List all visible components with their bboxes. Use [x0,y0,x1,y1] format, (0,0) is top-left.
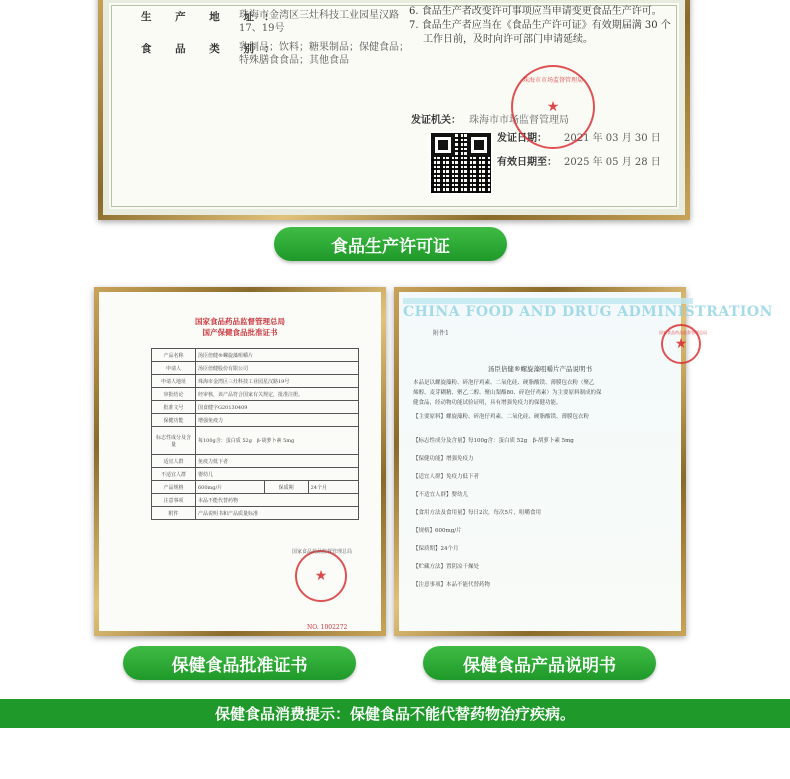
table-row [152,427,359,455]
row-value: 汤臣倍健®螺旋藻咀嚼片 [196,349,359,362]
row-value: 600mg/片 [196,481,265,494]
note-7b: 工作日前，及时向许可部门申请延续。 [423,34,593,45]
approval-label-pill: 保健食品批准证书 [123,646,356,680]
star-icon: ★ [314,568,328,584]
row-value: 增强免疫力 [196,414,359,427]
stamp-text: 国家食品药品监督管理总局 [659,330,707,335]
category-value: 乳制品；饮料；糖果制品；保健食品；特殊膳食食品；其他食品 [239,42,409,66]
star-icon: ★ [674,336,688,352]
table-row [152,362,359,375]
row-key: 申请人地址 [152,375,196,388]
watermark-banner: CHINA FOOD AND DRUG ADMINISTRATION [403,298,693,326]
row-key: 注意事项 [152,494,196,507]
note-6: 6. 食品生产者改变许可事项应当申请变更食品生产许可。 [409,6,662,17]
valid-date-label: 有效日期至： [497,157,557,168]
instruction-line: 【规格】600mg/片 [413,528,462,534]
consumer-notice-bar: 保健食品消费提示：保健食品不能代替药物治疗疾病。 [0,699,790,728]
row-key: 标志性成分及含量 [152,427,196,455]
instruction-line: 【不适宜人群】婴幼儿 [413,492,469,498]
instruction-line: 【食用方法及食用量】每日2次，每次5片，咀嚼食用 [413,510,542,516]
instruction-paper [399,292,773,631]
stamp-text: 珠海市市场监督管理局 [522,77,583,84]
row-key: 不适宜人群 [152,468,196,481]
issuer-label: 发证机关： [411,115,461,126]
row-key: 适宜人群 [152,455,196,468]
instruction-red-stamp [659,324,707,364]
row-value: 每100g含：蛋白质 52g β-胡萝卜素 5mg [196,427,359,455]
table-row [152,414,359,427]
table-row [152,401,359,414]
instruction-line: 【标志性成分及含量】每100g含：蛋白质 52g β-胡萝卜素 5mg [413,438,574,444]
issue-date-label: 发证日期： [497,133,547,144]
row-value: 婴幼儿 [196,468,359,481]
qr-code-icon [429,131,493,195]
instruction-sheet [394,287,773,636]
row-value: 产品说明书和产品质量标准 [196,507,359,520]
table-row [152,481,359,494]
approval-title-1: 国家食品药品监督管理总局 [195,317,285,326]
instruction-line: 【保健功能】增强免疫力 [413,456,474,462]
row-value: 珠海市金湾区三灶科技工业园星汉路19号 [196,375,359,388]
instruction-line: 【贮藏方法】置阴凉干燥处 [413,564,480,570]
attachment-label: 附件1 [433,330,449,337]
license-paper [103,0,685,215]
shelf-label: 保质期 [264,481,308,494]
table-row [152,455,359,468]
instruction-line: 【主要原料】螺旋藻粉、碎泡仔鸡素、二氧化硅、硬脂酸镁、薄膜包衣粉 [413,414,590,420]
address-value: 珠海市金湾区三灶科技工业园星汉路17、19号 [239,10,399,34]
food-license-certificate [98,0,690,220]
license-red-stamp [511,65,595,149]
row-value: 国食健字G20130409 [196,401,359,414]
row-key: 申请人 [152,362,196,375]
approval-title-2: 国产保健食品批准证书 [202,328,278,337]
note-7a: 7. 食品生产者应当在《食品生产许可证》有效期届满 30 个 [409,20,671,31]
row-key: 审批结论 [152,388,196,401]
row-key: 保健功能 [152,414,196,427]
table-row [152,349,359,362]
instruction-line: 本品是以螺旋藻粉、碎泡仔鸡素、二氧化硅、硬脂酸镁、薄膜包衣粉（聚乙 [413,380,595,386]
approval-paper [99,292,381,631]
instruction-title: 汤臣倍健®螺旋藻咀嚼片产品说明书 [488,365,592,373]
issue-date-value: 2021 年 03 月 30 日 [564,133,661,144]
category-label: 食 品 类 别： [141,43,285,55]
table-row [152,468,359,481]
stamp-text: 国家食品药品监督管理总局 [291,549,352,555]
table-row [152,388,359,401]
row-key: 批准文号 [152,401,196,414]
table-row [152,375,359,388]
row-value: 免疫力低下者 [196,455,359,468]
approval-table [151,348,359,520]
row-key: 附件 [152,507,196,520]
row-value: 本品不能代替药物 [196,494,359,507]
row-key: 产品规格 [152,481,196,494]
shelf-value: 24个月 [308,481,358,494]
table-row [152,494,359,507]
instruction-label-pill: 保健食品产品说明书 [423,646,656,680]
approval-certificate [94,287,386,636]
approval-red-stamp [291,549,352,602]
instruction-line: 【保质期】24个月 [413,546,459,552]
valid-date-value: 2025 年 05 月 28 日 [564,157,661,168]
issuer-value: 珠海市市场监督管理局 [469,115,569,126]
instruction-line: 健食品，经动物功能试验证明，具有增强免疫力的保健功能。 [413,400,562,406]
instruction-line: 【注意事项】本品不能代替药物 [413,582,491,588]
star-icon: ★ [546,99,560,115]
row-value: 汤臣倍健股份有限公司 [196,362,359,375]
instruction-line: 【适宜人群】免疫力低下者 [413,474,480,480]
address-label: 生 产 地 址： [141,11,285,23]
license-label-pill: 食品生产许可证 [274,227,507,261]
table-row [152,507,359,520]
instruction-line: 烯醇、麦芽糊精、聚乙二醇、聚山梨酯80、碎泡仔鸡素）为主要原料制成的保 [413,390,602,396]
serial-number: NO. 1002272 [307,624,348,631]
row-key: 产品名称 [152,349,196,362]
row-value: 经审核，该产品符合国家有关规定，批准注册。 [196,388,359,401]
